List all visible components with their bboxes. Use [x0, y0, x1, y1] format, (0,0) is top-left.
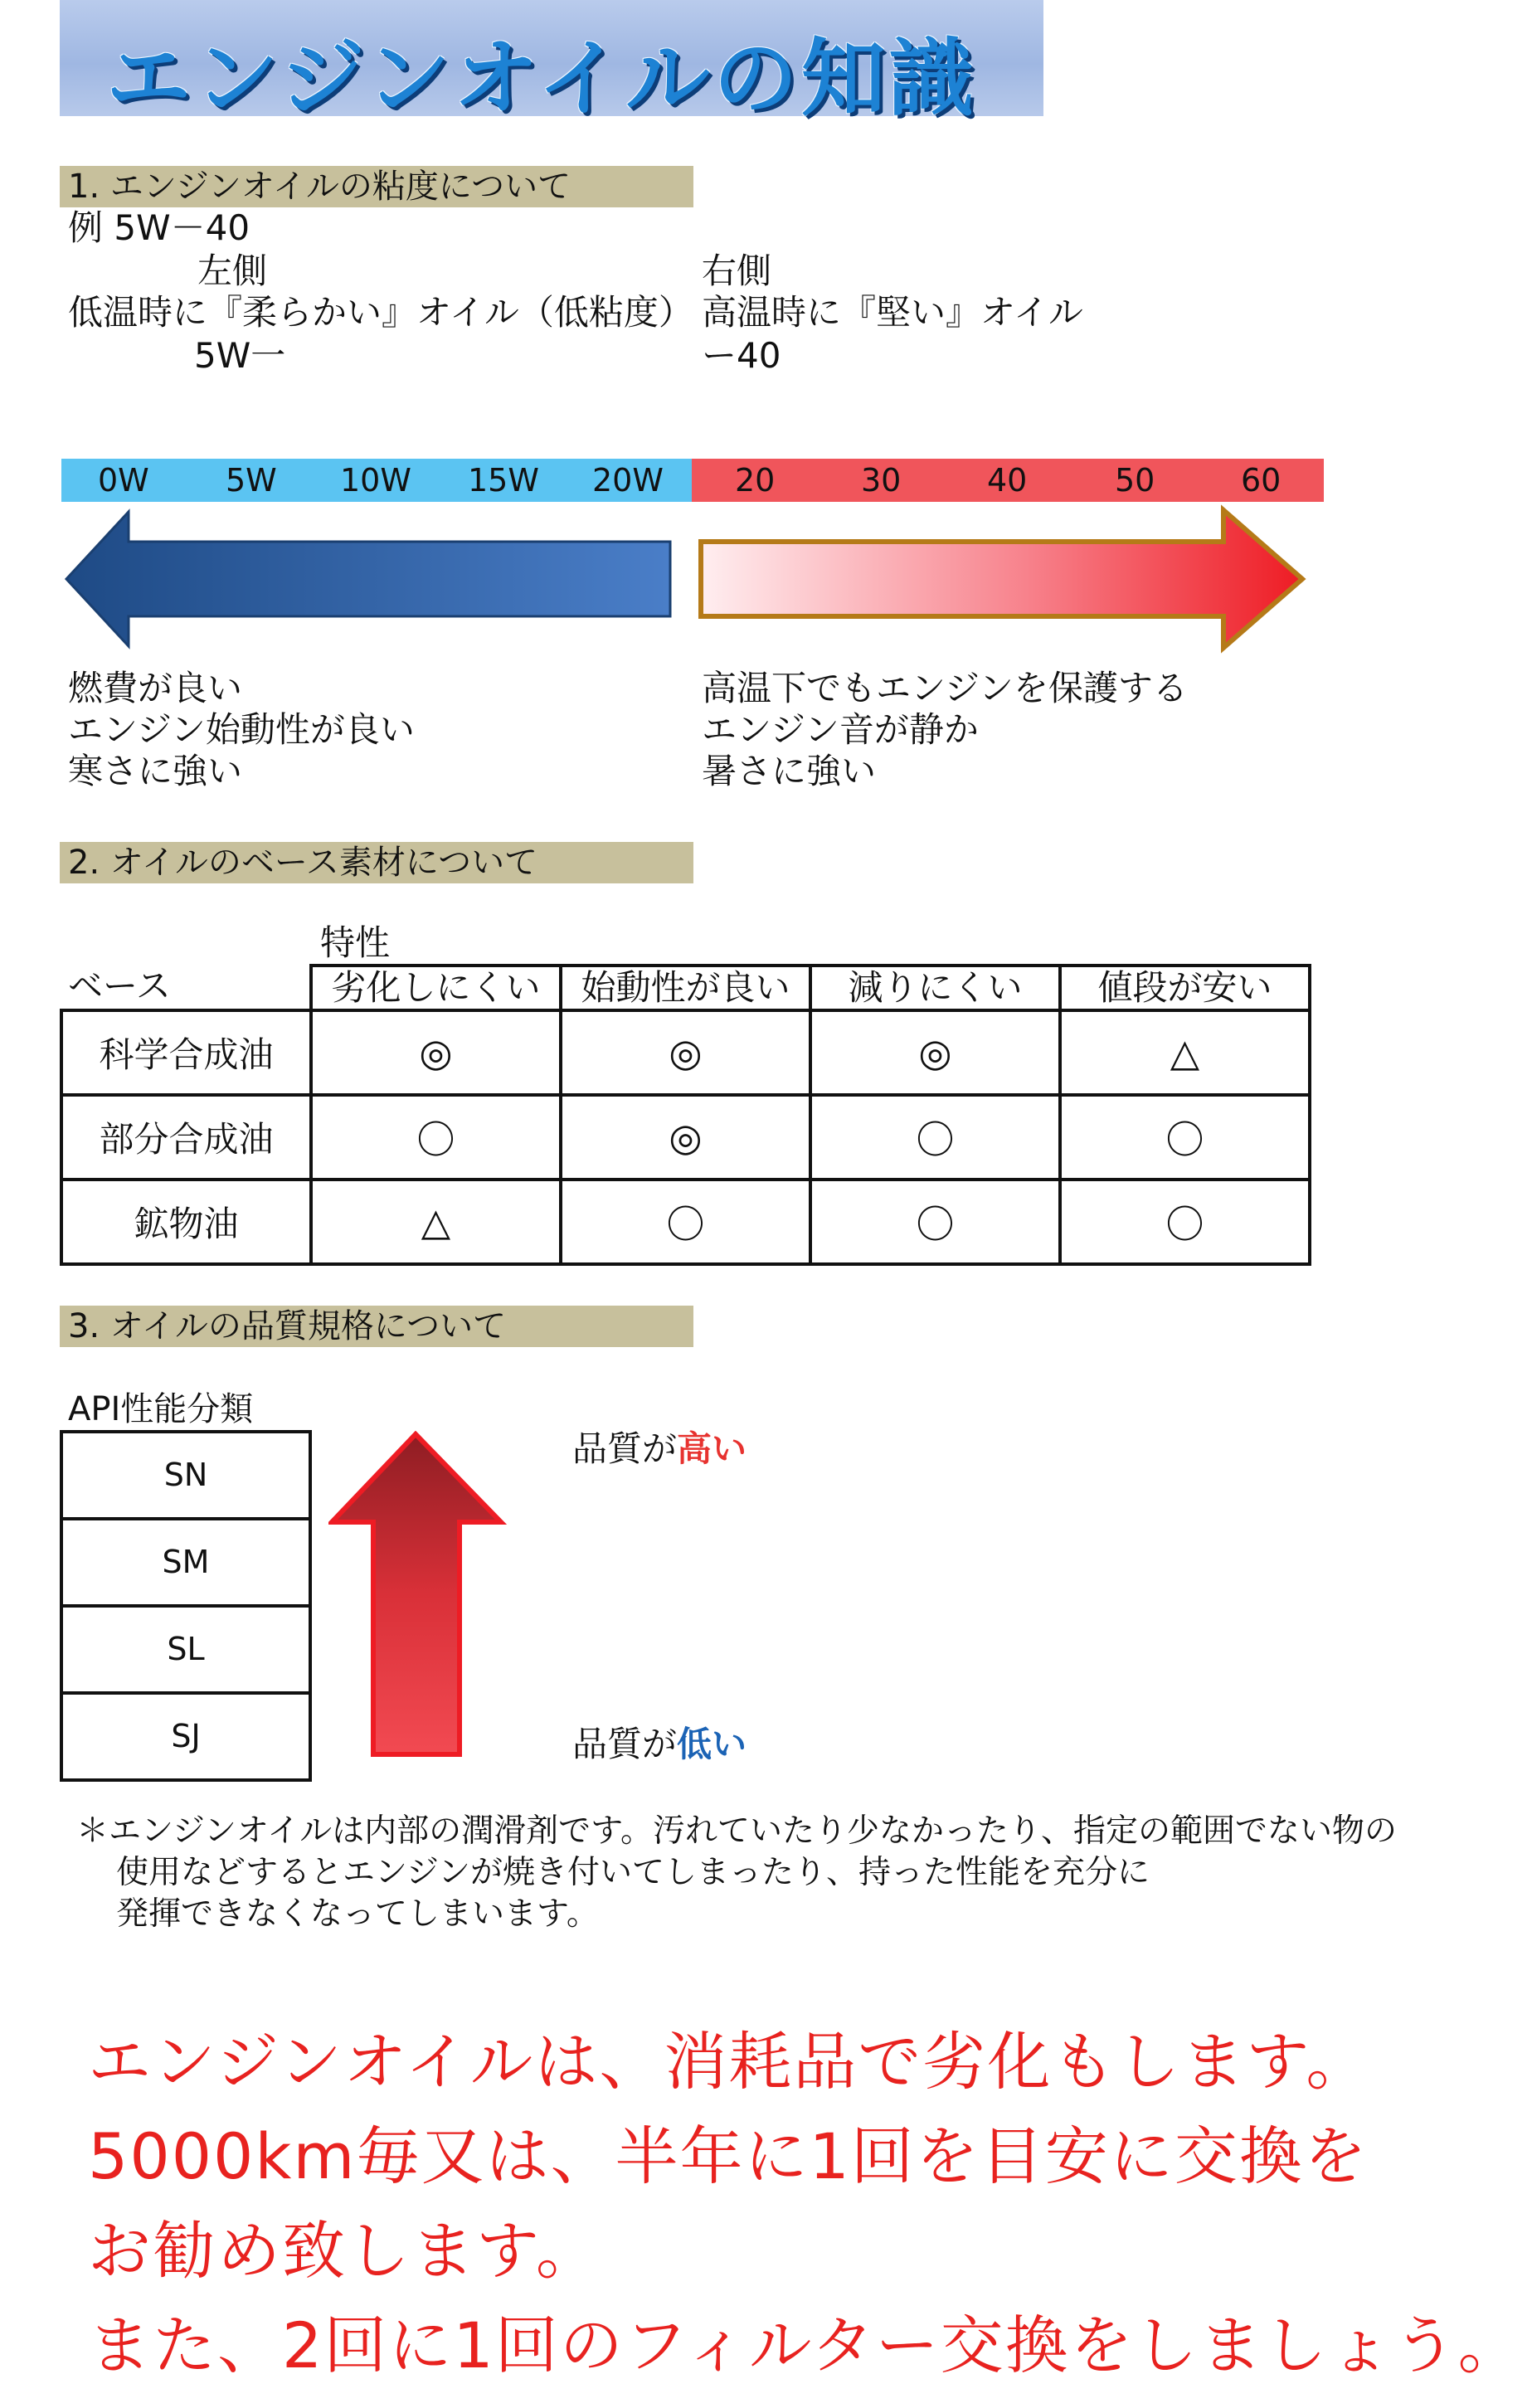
left-side-desc: 低温時に『柔らかい』オイル（低粘度） — [68, 292, 693, 333]
scale-tick: 20W — [592, 462, 664, 499]
scale-tick: 40 — [987, 462, 1028, 499]
scale-tick: 10W — [340, 462, 411, 499]
viscosity-example: 例 5W－40 — [68, 207, 250, 248]
note-line: ＊エンジンオイルは内部の潤滑剤です。汚れていたり少なかったり、指定の範囲でない物の — [76, 1812, 1397, 1850]
base-oil-table — [60, 964, 1311, 1266]
scale-tick: 20 — [735, 462, 776, 499]
rating-cell: 〇 — [810, 1180, 1060, 1264]
row-name: 科学合成油 — [61, 1010, 311, 1095]
right-benefit: 高温下でもエンジンを保護する — [702, 668, 1188, 708]
right-benefit: 暑さに強い — [702, 751, 877, 791]
page-title: エンジンオイルの知識 — [106, 30, 977, 129]
rating-cell: ◎ — [561, 1010, 810, 1095]
quality-low-label — [572, 1724, 747, 1765]
base-label: ベース — [68, 966, 171, 1006]
quality-high-word: 高い — [677, 1428, 747, 1469]
column-header: 劣化しにくい — [311, 966, 561, 1010]
scale-tick: 60 — [1241, 462, 1282, 499]
column-header: 減りにくい — [810, 966, 1060, 1010]
message-line: 5000km毎又は、半年に1回を目安に交換を — [88, 2119, 1369, 2193]
left-side-code: 5W一 — [194, 335, 286, 376]
right-benefit: エンジン音が静か — [702, 709, 979, 750]
api-grade-list — [60, 1430, 312, 1782]
api-grade: SN — [63, 1433, 309, 1520]
rating-cell: 〇 — [1060, 1180, 1310, 1264]
section2-heading: 2. オイルのベース素材について — [60, 842, 693, 883]
api-grade: SL — [63, 1608, 309, 1695]
rating-cell: ◎ — [810, 1010, 1060, 1095]
quality-prefix: 品質が — [572, 1428, 678, 1469]
right-side-label: 右側 — [702, 251, 772, 291]
scale-tick: 30 — [861, 462, 902, 499]
right-arrow-shape — [701, 510, 1302, 648]
left-benefit: 燃費が良い — [68, 668, 243, 708]
section1-heading: 1. エンジンオイルの粘度について — [60, 166, 693, 207]
quality-low-word: 低い — [677, 1724, 747, 1764]
note-line: 発揮できなくなってしまいます。 — [116, 1895, 599, 1933]
left-arrow-shape — [66, 512, 670, 646]
api-grade: SJ — [171, 1718, 201, 1754]
table-row — [61, 1095, 1310, 1180]
row-name: 部分合成油 — [61, 1095, 311, 1180]
message-line: また、2回に1回のフィルター交換をしましょう。 — [88, 2308, 1523, 2382]
rating-cell: 〇 — [810, 1095, 1060, 1180]
rating-cell: △ — [311, 1180, 561, 1264]
up-arrow-shape — [332, 1434, 501, 1754]
left-side-label: 左側 — [197, 251, 268, 291]
left-benefit: 寒さに強い — [68, 751, 243, 791]
row-name: 鉱物油 — [61, 1180, 311, 1264]
section3-heading: 3. オイルの品質規格について — [60, 1306, 693, 1347]
table-row — [61, 1010, 1310, 1095]
right-side-code: ー40 — [702, 335, 781, 376]
table-row — [61, 1180, 1310, 1264]
quality-high-label — [572, 1428, 747, 1470]
cold-viscosity-scale — [61, 459, 692, 502]
scale-tick: 15W — [468, 462, 539, 499]
rating-cell: 〇 — [1060, 1095, 1310, 1180]
table-corner — [61, 966, 311, 1010]
column-header: 値段が安い — [1060, 966, 1310, 1010]
api-grade: SM — [63, 1520, 309, 1608]
rating-cell: ◎ — [311, 1010, 561, 1095]
rating-cell: 〇 — [561, 1180, 810, 1264]
scale-tick: 5W — [226, 462, 277, 499]
left-benefit: エンジン始動性が良い — [68, 709, 415, 750]
rating-cell: ◎ — [561, 1095, 810, 1180]
quality-up-arrow — [328, 1431, 511, 1763]
message-line: エンジンオイルは、消耗品で劣化もします。 — [88, 2025, 1371, 2099]
column-header: 始動性が良い — [561, 966, 810, 1010]
rating-cell: 〇 — [311, 1095, 561, 1180]
characteristic-label: 特性 — [320, 922, 391, 963]
scale-tick: 0W — [98, 462, 149, 499]
note-line: 使用などするとエンジンが焼き付いてしまったり、持った性能を充分に — [116, 1854, 1150, 1891]
quality-prefix: 品質が — [572, 1724, 678, 1764]
viscosity-arrows — [58, 502, 1327, 659]
api-label: API性能分類 — [68, 1390, 254, 1428]
right-side-desc: 高温時に『堅い』オイル — [702, 292, 1083, 333]
message-line: お勧め致します。 — [88, 2214, 601, 2288]
rating-cell: △ — [1060, 1010, 1310, 1095]
scale-tick: 50 — [1115, 462, 1155, 499]
hot-viscosity-scale — [692, 459, 1324, 502]
table-header-row — [61, 966, 1310, 1010]
